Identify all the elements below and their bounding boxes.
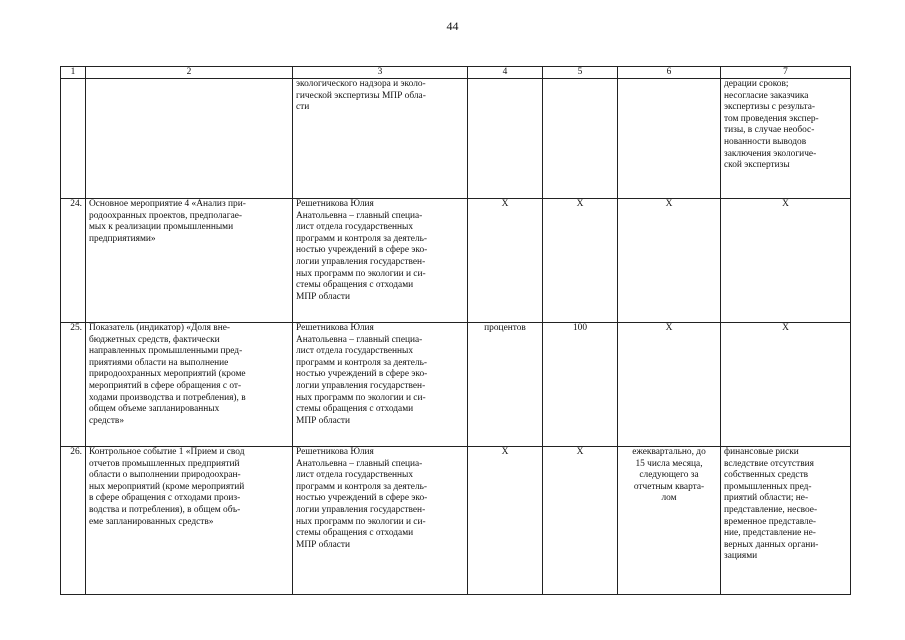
table-row bbox=[61, 79, 851, 199]
cell-text-line: экологического надзора и эколо- bbox=[296, 79, 426, 89]
cell-text-line: сти bbox=[296, 102, 310, 113]
cell-text-line: программ и контроля за деятель- bbox=[296, 357, 428, 368]
cell-text-line: тизы, в случае необос- bbox=[724, 125, 815, 136]
cell-text-line: лист отдела государственных bbox=[296, 222, 414, 233]
cell-unit: процентов bbox=[468, 323, 543, 447]
cell-text-line: финансовые риски bbox=[724, 447, 799, 457]
column-header-6: 6 bbox=[618, 67, 721, 79]
cell-text-line: заключения экологиче- bbox=[724, 148, 817, 159]
cell-text-line: представление, несвое- bbox=[724, 504, 818, 515]
cell-risks bbox=[721, 199, 851, 323]
cell-text-line: гической экспертизы МПР обла- bbox=[296, 90, 426, 101]
cell-text-line: Показатель (индикатор) «Доля вне- bbox=[89, 323, 231, 333]
column-header-5: 5 bbox=[543, 67, 618, 79]
cell-text-line: нованности выводов bbox=[724, 136, 807, 147]
cell-value: Х bbox=[543, 199, 618, 323]
cell-measure-name bbox=[86, 199, 293, 323]
cell-text-line: следующего за bbox=[639, 470, 699, 481]
cell-risks bbox=[721, 79, 851, 199]
cell-text-line: вследствие отсутствия bbox=[724, 458, 814, 469]
cell-text-line: отчетов промышленных предприятий bbox=[89, 458, 240, 469]
cell-text-line: несогласие заказчика bbox=[724, 90, 809, 101]
cell-text-line: МПР области bbox=[296, 415, 351, 426]
cell-value bbox=[543, 79, 618, 199]
cell-deadline bbox=[618, 323, 721, 447]
cell-text-line: предприятиями» bbox=[89, 233, 156, 244]
cell-text-line: логии управления государствен- bbox=[296, 380, 426, 391]
cell-unit: Х bbox=[468, 199, 543, 323]
cell-text-line: в сфере обращения с отходами произ- bbox=[89, 493, 241, 504]
cell-text-line: Решетникова Юлия bbox=[296, 447, 374, 457]
cell-text-line: экспертизы с результа- bbox=[724, 102, 816, 113]
cell-text-line: Х bbox=[782, 199, 789, 209]
cell-text-line: логии управления государствен- bbox=[296, 504, 426, 515]
cell-text-line: родоохранных проектов, предполагае- bbox=[89, 210, 243, 221]
cell-text-line: ных программ по экологии и си- bbox=[296, 516, 426, 527]
cell-text-line: ностью учреждений в сфере эко- bbox=[296, 493, 428, 504]
cell-value: 100 bbox=[543, 323, 618, 447]
column-header-1: 1 bbox=[61, 67, 86, 79]
cell-responsible bbox=[293, 447, 468, 595]
cell-text-line: Контрольное событие 1 «Прием и свод bbox=[89, 447, 245, 457]
cell-text-line: Решетникова Юлия bbox=[296, 323, 374, 333]
cell-text-line: ных программ по экологии и си- bbox=[296, 392, 426, 403]
cell-text-line: ных мероприятий (кроме мероприятий bbox=[89, 481, 245, 492]
cell-text-line: лом bbox=[661, 493, 677, 504]
cell-number: 24. bbox=[61, 199, 86, 323]
cell-responsible bbox=[293, 323, 468, 447]
cell-text-line: промышленных пред- bbox=[724, 481, 812, 492]
cell-text-line: ежеквартально, до bbox=[632, 447, 706, 457]
column-header-7: 7 bbox=[721, 67, 851, 79]
cell-text-line: Х bbox=[665, 323, 673, 333]
column-header-2: 2 bbox=[86, 67, 293, 79]
cell-text-line: приятиями области на выполнение bbox=[89, 357, 229, 368]
cell-text-line: временное представле- bbox=[724, 516, 817, 527]
cell-deadline bbox=[618, 199, 721, 323]
cell-text-line: Решетникова Юлия bbox=[296, 199, 374, 209]
cell-unit bbox=[468, 79, 543, 199]
cell-text-line: мых к реализации промышленными bbox=[89, 222, 234, 233]
page-number: 44 bbox=[446, 19, 459, 33]
cell-measure-name bbox=[86, 323, 293, 447]
cell-text-line: зациями bbox=[724, 551, 758, 562]
cell-text-line: Х bbox=[665, 199, 673, 209]
cell-text-line: ностью учреждений в сфере эко- bbox=[296, 245, 428, 256]
cell-text-line: МПР области bbox=[296, 539, 351, 550]
cell-measure-name bbox=[86, 79, 293, 199]
cell-text-line: программ и контроля за деятель- bbox=[296, 481, 428, 492]
cell-number bbox=[61, 79, 86, 199]
cell-text-line: Анатольевна – главный специа- bbox=[296, 458, 423, 469]
cell-responsible bbox=[293, 199, 468, 323]
cell-text-line: области о выполнении природоохран- bbox=[89, 470, 241, 481]
cell-risks bbox=[721, 447, 851, 595]
cell-text-line: программ и контроля за деятель- bbox=[296, 233, 428, 244]
cell-number: 26. bbox=[61, 447, 86, 595]
cell-text-line: верных данных органи- bbox=[724, 539, 819, 550]
cell-text-line: стемы обращения с отходами bbox=[296, 280, 414, 291]
cell-text-line: 15 числа месяца, bbox=[635, 458, 703, 469]
cell-risks bbox=[721, 323, 851, 447]
cell-text-line: Анатольевна – главный специа- bbox=[296, 210, 423, 221]
column-header-row bbox=[61, 67, 851, 79]
cell-text-line: приятий области; не- bbox=[724, 493, 809, 504]
measures-table bbox=[60, 66, 851, 595]
table-body bbox=[61, 79, 851, 595]
cell-text-line: том проведения экспер- bbox=[724, 113, 819, 124]
cell-text-line: ние, представление не- bbox=[724, 528, 816, 539]
table-row bbox=[61, 323, 851, 447]
column-header-4: 4 bbox=[468, 67, 543, 79]
cell-text-line: ской экспертизы bbox=[724, 160, 790, 171]
cell-text-line: бюджетных средств, фактически bbox=[89, 334, 220, 345]
cell-text-line: общем объеме запланированных bbox=[89, 404, 220, 415]
cell-text-line: лист отдела государственных bbox=[296, 470, 414, 481]
cell-value: Х bbox=[543, 447, 618, 595]
cell-measure-name bbox=[86, 447, 293, 595]
cell-text-line: МПР области bbox=[296, 291, 351, 302]
cell-text-line: собственных средств bbox=[724, 470, 809, 481]
cell-text-line: ных программ по экологии и си- bbox=[296, 268, 426, 279]
table-row bbox=[61, 447, 851, 595]
table-row bbox=[61, 199, 851, 323]
cell-text-line: логии управления государствен- bbox=[296, 256, 426, 267]
column-header-3: 3 bbox=[293, 67, 468, 79]
cell-deadline bbox=[618, 79, 721, 199]
cell-text-line: природоохранных мероприятий (кроме bbox=[89, 369, 246, 380]
cell-text-line: мероприятий в сфере обращения с от- bbox=[89, 380, 242, 391]
cell-text-line: отчетным кварта- bbox=[633, 481, 705, 492]
cell-text-line: водства и потребления), в общем объ- bbox=[89, 504, 241, 515]
cell-text-line: Основное мероприятие 4 «Анализ при- bbox=[89, 199, 246, 209]
cell-text-line: средств» bbox=[89, 415, 125, 426]
cell-responsible bbox=[293, 79, 468, 199]
cell-text-line: дерации сроков; bbox=[724, 79, 789, 89]
cell-text-line: лист отдела государственных bbox=[296, 346, 414, 357]
cell-text-line: ходами производства и потребления), в bbox=[89, 392, 246, 403]
cell-deadline bbox=[618, 447, 721, 595]
cell-text-line: Х bbox=[782, 323, 789, 333]
cell-text-line: ностью учреждений в сфере эко- bbox=[296, 369, 428, 380]
cell-unit: Х bbox=[468, 447, 543, 595]
cell-text-line: направленных промышленными пред- bbox=[89, 346, 243, 357]
cell-text-line: стемы обращения с отходами bbox=[296, 404, 414, 415]
cell-text-line: еме запланированных средств» bbox=[89, 516, 214, 527]
cell-text-line: Анатольевна – главный специа- bbox=[296, 334, 423, 345]
cell-text-line: стемы обращения с отходами bbox=[296, 528, 414, 539]
cell-number: 25. bbox=[61, 323, 86, 447]
